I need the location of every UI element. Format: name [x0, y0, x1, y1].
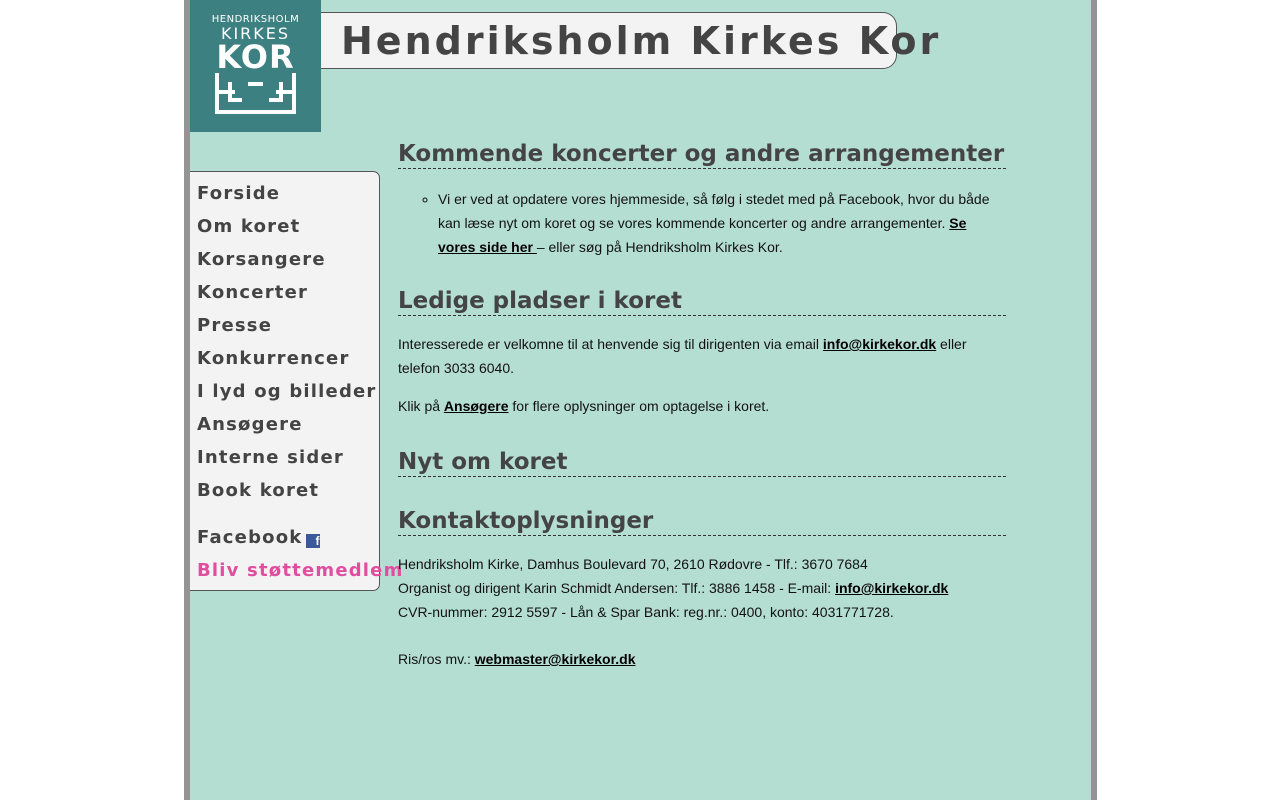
- nav-item-support-member[interactable]: Bliv støttemedlem: [197, 560, 404, 581]
- vacancies-paragraph: Interesserede er velkomne til at henvende sig til dirigenten via email info@kirkekor.dk eller telefon 3033 6040.: [398, 336, 967, 376]
- nav-item-forside[interactable]: Forside: [197, 183, 281, 204]
- logo-line-2: KIRKES: [220, 24, 291, 43]
- nav-item-ansogere[interactable]: Ansøgere: [197, 414, 303, 435]
- vacancies-heading: Ledige pladser i koret: [398, 287, 1006, 316]
- choir-logo[interactable]: [190, 0, 321, 132]
- sidebar-nav: [190, 171, 404, 591]
- nav-item-interne-sider[interactable]: Interne sider: [197, 447, 344, 468]
- nav-spacer: [190, 510, 379, 524]
- contact-heading: Kontaktoplysninger: [398, 507, 1006, 536]
- facebook-label: Facebook: [197, 527, 303, 548]
- nav-item-korsangere[interactable]: Korsangere: [197, 249, 326, 270]
- contact-address: Hendriksholm Kirke, Damhus Boulevard 70, 2610 Rødovre - Tlf.: 3670 7684: [398, 556, 868, 572]
- nav-item-book-koret[interactable]: Book koret: [197, 480, 320, 501]
- applicants-link[interactable]: Ansøgere: [443, 398, 509, 414]
- facebook-page-link[interactable]: Se vores side her: [438, 215, 967, 255]
- webmaster-email-link[interactable]: webmaster@kirkekor.dk: [474, 651, 636, 667]
- nav-item-konkurrencer[interactable]: Konkurrencer: [197, 348, 350, 369]
- info-email-link[interactable]: info@kirkekor.dk: [822, 336, 937, 352]
- news-heading: Nyt om koret: [398, 448, 1006, 477]
- contact-bank: CVR-nummer: 2912 5597 - Lån & Spar Bank: reg.nr.: 0400, konto: 4031771728.: [398, 604, 894, 620]
- news-section: [398, 448, 1006, 477]
- contact-organist: Organist og dirigent Karin Schmidt Andersen: Tlf.: 3886 1458 - E-mail: info@kirkekor.dk: [398, 580, 949, 596]
- vacancies-section: [398, 287, 1006, 418]
- applicants-paragraph: Klik på Ansøgere for flere oplysninger om optagelse i koret.: [398, 398, 770, 414]
- logo-line-1: HENDRIKSHOLM: [211, 14, 300, 25]
- nav-item-i-lyd-og-billeder[interactable]: I lyd og billeder: [197, 381, 377, 402]
- nav-item-koncerter[interactable]: Koncerter: [197, 282, 309, 303]
- contact-feedback: Ris/ros mv.: webmaster@kirkekor.dk: [398, 651, 636, 667]
- organist-email-link[interactable]: info@kirkekor.dk: [835, 580, 949, 596]
- events-list-item: ◦ Vi er ved at opdatere vores hjemmeside, så følg i stedet med på Facebook, hvor du både kan læse nyt om koret og se vores kommende koncerter og andre arrangementer. Se vores side her – eller søg på Hendriksholm Kirkes Kor.: [438, 187, 1006, 259]
- site-title: Hendriksholm Kirkes Kor: [341, 19, 942, 63]
- logo-emblem-icon: [190, 70, 321, 120]
- nav-item-facebook[interactable]: [190, 524, 379, 557]
- facebook-icon: f: [306, 534, 320, 548]
- nav-item-om-koret[interactable]: Om koret: [197, 216, 301, 237]
- events-section: [398, 140, 1006, 259]
- events-heading: Kommende koncerter og andre arrangementer: [398, 141, 1005, 167]
- contact-section: [398, 507, 1006, 671]
- nav-item-presse[interactable]: Presse: [197, 315, 273, 336]
- logo-line-3: KOR: [216, 38, 295, 76]
- events-list: [398, 187, 1006, 259]
- main-content: [398, 140, 1006, 671]
- site-title-box: [321, 12, 942, 69]
